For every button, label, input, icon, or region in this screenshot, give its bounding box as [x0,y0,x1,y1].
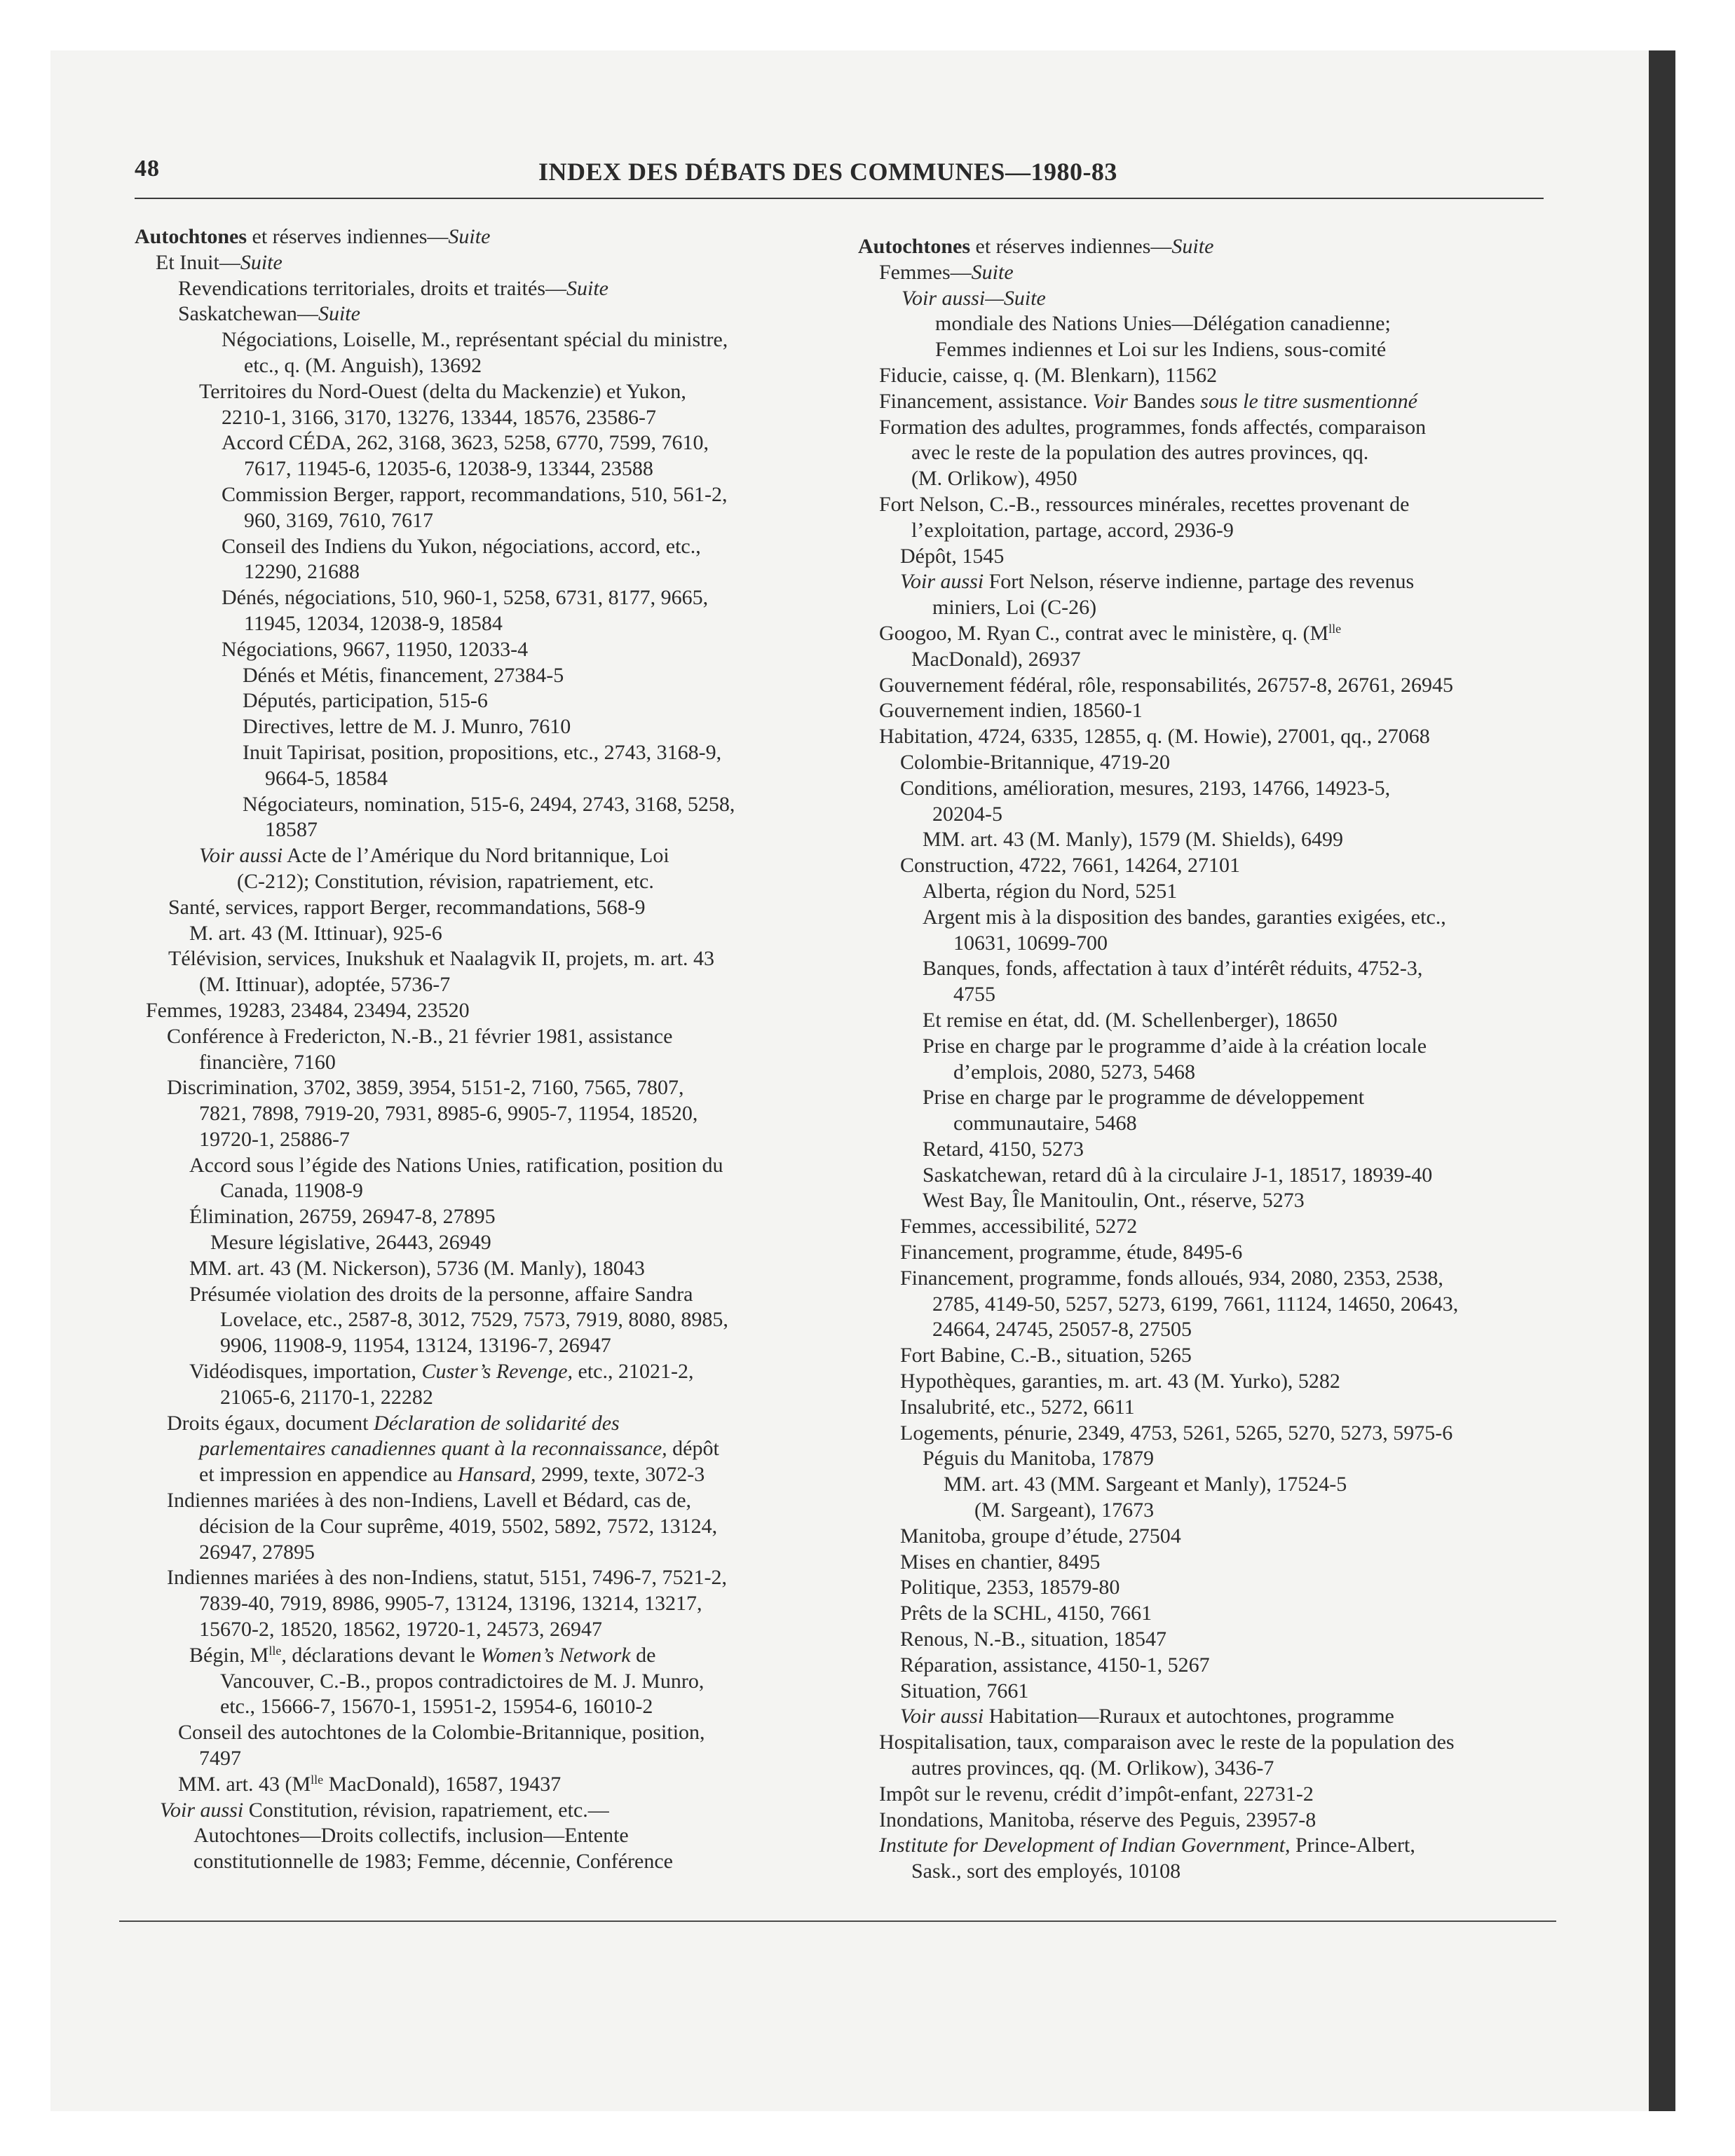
entry-text: Femmes, 19283, 23484, 23494, 23520 [146,998,470,1022]
index-entry [858,1446,1559,1472]
entry-text: Femmes indiennes et Loi sur les Indiens, sous-comité [935,338,1387,362]
index-entry [858,1679,1559,1705]
index-entry [858,466,1559,492]
index-entry [858,1730,1559,1756]
entry-text: Fort Babine, C.-B., situation, 5265 [900,1344,1192,1367]
entry-text: Situation, 7661 [900,1679,1029,1703]
index-entry [135,1101,836,1127]
index-entry [858,595,1559,621]
entry-text: Gouvernement fédéral, rôle, responsabilités, 26757-8, 26761, 26945 [879,673,1453,697]
entry-text: Péguis du Manitoba, 17879 [923,1447,1154,1471]
entry-text: Fort Nelson, C.-B., ressources minérales, recettes provenant de [879,492,1410,516]
entry-text: Prince-Albert, [1290,1834,1415,1857]
entry-text: Suite [448,225,491,248]
entry-text: Hansard, [458,1463,536,1487]
entry-text: Discrimination, 3702, 3859, 3954, 5151-2, 7160, 7565, 7807, [167,1076,684,1100]
index-entry [858,260,1559,286]
index-entry [858,492,1559,518]
entry-text: 2785, 4149-50, 5257, 5273, 6199, 7661, 11124, 14650, 20643, [932,1292,1459,1316]
entry-text: 7821, 7898, 7919-20, 7931, 8985-6, 9905-7, 11954, 18520, [199,1102,698,1126]
index-entry [135,1307,836,1333]
entry-text: Députés, participation, 515-6 [243,689,488,713]
index-entry [858,440,1559,466]
index-entry [135,972,836,998]
index-entry [858,311,1559,337]
entry-text: Financement, assistance. [879,389,1093,413]
index-entry [135,1359,836,1385]
entry-text: , déclarations devant le [281,1643,481,1667]
entry-text: Constitution, révision, rapatriement, etc.— [243,1798,609,1822]
entry-text: Suite [240,250,283,274]
index-entry [135,1462,836,1488]
index-entry [135,1798,836,1824]
index-entry [858,621,1559,647]
entry-text: Sask., sort des employés, 10108 [911,1860,1181,1883]
scan-edge-shadow [1649,50,1675,2111]
entry-text: autres provinces, qq. (M. Orlikow), 3436-7 [911,1756,1274,1780]
entry-text: (M. Ittinuar), adoptée, 5736-7 [199,973,451,997]
index-entry [858,1085,1559,1111]
index-entry [135,895,836,921]
index-entry [135,1436,836,1462]
entry-text: et réserves indiennes— [247,225,449,248]
index-entry [135,1153,836,1179]
index-entry [858,1704,1559,1730]
index-entry [858,1008,1559,1034]
entry-text: 7839-40, 7919, 8986, 9905-7, 13124, 13196, 13214, 13217, [199,1592,702,1616]
index-entry [135,1024,836,1050]
entry-text: Prise en charge par le programme d’aide à la création locale [923,1034,1427,1058]
entry-text: constitutionnelle de 1983; Femme, décennie, Conférence [193,1850,673,1874]
index-entry [858,363,1559,389]
index-entry [858,1137,1559,1163]
entry-text: Financement, programme, étude, 8495-6 [900,1241,1243,1264]
entry-text: Logements, pénurie, 2349, 4753, 5261, 5265, 5270, 5273, 5975-6 [900,1421,1453,1445]
index-entry [135,843,836,869]
entry-text: Territoires du Nord-Ouest (delta du Mackenzie) et Yukon, [199,379,686,403]
index-entry [135,663,836,689]
index-entry [135,817,836,843]
index-entry [135,1050,836,1076]
entry-text: 15670-2, 18520, 18562, 19720-1, 24573, 26947 [199,1618,602,1642]
entry-text: 10631, 10699-700 [953,931,1108,955]
entry-text: Suite [318,302,360,326]
entry-text: Fiducie, caisse, q. (M. Blenkarn), 11562 [879,363,1218,387]
entry-text: Mises en chantier, 8495 [900,1550,1101,1574]
index-entry [135,611,836,637]
entry-text: Retard, 4150, 5273 [923,1137,1084,1161]
entry-text: 18587 [265,818,318,842]
index-entry [858,1550,1559,1576]
index-entry [858,1214,1559,1240]
entry-text: Suite [971,260,1014,284]
entry-text: Autochtones—Droits collectifs, inclusion—Entente [193,1824,629,1848]
entry-text: Prêts de la SCHL, 4150, 7661 [900,1602,1152,1625]
entry-text: Négociations, Loiselle, M., représentant spécial du ministre, [222,328,728,352]
entry-text: lle [311,1772,324,1787]
entry-text: Inuit Tapirisat, position, propositions, etc., 2743, 3168-9, [243,740,722,764]
entry-text: Dénés, négociations, 510, 960-1, 5258, 6731, 8177, 9665, [222,586,709,610]
entry-text: Élimination, 26759, 26947-8, 27895 [189,1205,496,1229]
index-entry [135,637,836,663]
entry-text: Alberta, région du Nord, 5251 [923,879,1178,903]
entry-text: Voir aussi [199,844,283,868]
entry-text: Formation des adultes, programmes, fonds affectés, comparaison [879,415,1427,439]
entry-text: Insalubrité, etc., 5272, 6611 [900,1395,1135,1419]
entry-text: Saskatchewan— [178,302,318,326]
entry-text: Et remise en état, dd. (M. Schellenberger), 18650 [923,1008,1338,1032]
index-entry [858,1292,1559,1318]
index-entry [858,1369,1559,1395]
index-entry [135,946,836,972]
entry-text: Femmes, accessibilité, 5272 [900,1215,1138,1239]
entry-text: Voir aussi [160,1798,244,1822]
index-entry [135,1127,836,1153]
index-entry [135,1643,836,1669]
index-entry [135,534,836,560]
entry-text: dépôt [667,1437,719,1461]
index-entry [135,1333,836,1359]
entry-text: 9664-5, 18584 [265,766,388,790]
entry-text: Vidéodisques, importation, [189,1360,422,1384]
entry-text: Argent mis à la disposition des bandes, garanties exigées, etc., [923,905,1446,929]
entry-text: Colombie-Britannique, 4719-20 [900,750,1170,774]
header-rule [135,198,1544,199]
index-entry [135,508,836,534]
entry-text: Femmes— [879,260,972,284]
index-entry [135,1823,836,1849]
entry-text: M. art. 43 (M. Ittinuar), 925-6 [189,921,442,945]
index-entry [858,750,1559,776]
index-entry [135,998,836,1024]
entry-text: Hospitalisation, taux, comparaison avec le reste de la population des [879,1731,1455,1754]
entry-text: Hypothèques, garanties, m. art. 43 (M. Yurko), 5282 [900,1370,1340,1393]
entry-text: Réparation, assistance, 4150-1, 5267 [900,1653,1210,1677]
entry-text: Droits égaux, document [167,1411,374,1435]
index-column-right [858,234,1559,1885]
index-entry [858,776,1559,802]
entry-text: Accord CÉDA, 262, 3168, 3623, 5258, 6770, 7599, 7610, [222,431,709,455]
index-entry [858,1859,1559,1885]
index-entry [135,482,836,508]
entry-text: mondiale des Nations Unies—Délégation canadienne; [935,312,1391,336]
entry-text: Suite [566,276,609,300]
index-entry [858,1163,1559,1189]
index-entry [135,921,836,947]
entry-text: Women’s Network [480,1643,631,1667]
entry-text: Habitation, 4724, 6335, 12855, q. (M. Howie), 27001, qq., 27068 [879,725,1430,749]
index-entry [135,379,836,405]
entry-text: etc., q. (M. Anguish), 13692 [244,353,482,377]
index-entry [135,1514,836,1540]
entry-text: Revendications territoriales, droits et traités— [178,276,567,300]
entry-text: Voir [1092,389,1128,413]
index-entry [135,1488,836,1514]
entry-text: Conférence à Fredericton, N.-B., 21 février 1981, assistance [167,1024,673,1048]
entry-text: Lovelace, etc., 2587-8, 3012, 7529, 7573, 7919, 8080, 8985, [220,1308,728,1332]
entry-text: Renous, N.-B., situation, 18547 [900,1628,1166,1651]
entry-text: (M. Orlikow), 4950 [911,467,1077,491]
entry-text: lle [1328,621,1342,636]
entry-text: l’exploitation, partage, accord, 2936-9 [911,518,1234,542]
index-entry [858,1266,1559,1292]
index-entry [135,1178,836,1204]
entry-text: Institute for Development of Indian Government, [879,1834,1291,1857]
entry-text: Autochtones [135,225,247,248]
entry-text: 24664, 24745, 25057-8, 27505 [932,1318,1192,1342]
entry-text: Et Inuit— [156,250,240,274]
index-entry [135,405,836,431]
entry-text: Présumée violation des droits de la personne, affaire Sandra [189,1282,693,1306]
entry-text: Conseil des autochtones de la Colombie-Britannique, position, [178,1721,705,1745]
index-entry [135,1282,836,1308]
entry-text: Voir aussi—Suite [901,286,1046,310]
index-entry [858,1498,1559,1524]
index-entry [135,224,836,250]
entry-text: Négociateurs, nomination, 515-6, 2494, 2743, 3168, 5258, [243,792,735,816]
footer-rule [119,1920,1556,1922]
entry-text: Fort Nelson, réserve indienne, partage des revenus [984,570,1415,594]
index-entry [858,982,1559,1008]
index-entry [858,337,1559,363]
index-column-left [135,224,836,1875]
entry-text: avec le reste de la population des autres provinces, qq. [911,441,1369,465]
page-number: 48 [135,156,160,182]
index-entry [135,740,836,766]
entry-text: etc., 15666-7, 15670-1, 15951-2, 15954-6, 16010-2 [220,1695,653,1719]
entry-text: MM. art. 43 (MM. Sargeant et Manly), 17524-5 [944,1473,1347,1496]
entry-text: 12290, 21688 [244,560,360,584]
index-entry [858,853,1559,879]
index-entry [858,1343,1559,1369]
entry-text: Gouvernement indien, 18560-1 [879,699,1143,723]
entry-text: et impression en appendice au [199,1463,458,1487]
entry-text: financière, 7160 [199,1050,336,1074]
index-entry [858,286,1559,312]
index-entry [858,724,1559,750]
index-entry [135,353,836,379]
entry-text: 20204-5 [932,802,1002,826]
entry-text: Santé, services, rapport Berger, recommandations, 568-9 [168,895,646,919]
index-entry [858,802,1559,828]
index-entry [135,1617,836,1643]
entry-text: West Bay, Île Manitoulin, Ont., réserve, 5273 [923,1189,1305,1213]
index-entry [135,1694,836,1720]
entry-text: (C-212); Constitution, révision, rapatriement, etc. [237,869,654,893]
index-entry [858,389,1559,415]
entry-text: Habitation—Ruraux et autochtones, programme [984,1705,1394,1728]
index-entry [858,673,1559,699]
index-entry [858,1601,1559,1627]
entry-text: parlementaires canadiennes quant à la reconnaissance, [199,1437,667,1461]
entry-text: MM. art. 43 (M. Nickerson), 5736 (M. Manly), 18043 [189,1256,645,1280]
entry-text: Mesure législative, 26443, 26949 [210,1231,491,1255]
index-entry [858,1472,1559,1498]
index-entry [858,879,1559,905]
index-entry [135,301,836,327]
entry-text: Manitoba, groupe d’étude, 27504 [900,1524,1181,1548]
entry-text: Canada, 11908-9 [220,1179,363,1203]
index-entry [135,1669,836,1695]
entry-text: 9906, 11908-9, 11954, 13124, 13196-7, 26947 [220,1334,611,1358]
index-entry [135,1746,836,1772]
entry-text: Saskatchewan, retard dû à la circulaire J-1, 18517, 18939-40 [923,1163,1433,1187]
entry-text: d’emplois, 2080, 5273, 5468 [953,1060,1195,1084]
entry-text: Inondations, Manitoba, réserve des Peguis, 23957-8 [879,1808,1316,1831]
entry-text: 19720-1, 25886-7 [199,1127,350,1151]
entry-text: 7497 [199,1747,241,1770]
entry-text: 2210-1, 3166, 3170, 13276, 13344, 18576, 23586-7 [222,405,656,429]
entry-text: Commission Berger, rapport, recommandations, 510, 561-2, [222,482,728,506]
entry-text: Dépôt, 1545 [900,544,1005,568]
entry-text: Voir aussi [900,570,984,594]
entry-text: Construction, 4722, 7661, 14264, 27101 [900,854,1240,878]
entry-text: Bandes [1127,389,1201,413]
index-entry [858,518,1559,544]
index-entry [858,1627,1559,1653]
entry-text: sous le titre susmentionné [1200,389,1417,413]
entry-text: Autochtones [858,235,971,258]
index-entry [858,544,1559,570]
entry-text: Indiennes mariées à des non-Indiens, statut, 5151, 7496-7, 7521-2, [167,1566,727,1590]
entry-text: 21065-6, 21170-1, 22282 [220,1385,433,1409]
entry-text: Directives, lettre de M. J. Munro, 7610 [243,715,571,739]
entry-text: miniers, Loi (C-26) [932,596,1097,620]
index-entry [858,956,1559,982]
index-entry [858,1317,1559,1343]
index-entry [858,234,1559,260]
index-entry [858,647,1559,673]
index-entry [135,792,836,818]
entry-text: Impôt sur le revenu, crédit d’impôt-enfant, 22731-2 [879,1782,1314,1806]
entry-text: MM. art. 43 (M. Manly), 1579 (M. Shields), 6499 [923,828,1343,852]
entry-text: etc., 21021-2, [573,1360,694,1384]
index-entry [135,1591,836,1617]
index-entry [858,1524,1559,1550]
entry-text: Banques, fonds, affectation à taux d’intérêt réduits, 4752-3, [923,957,1423,981]
index-entry [858,1060,1559,1086]
index-entry [858,1833,1559,1859]
entry-text: Conseil des Indiens du Yukon, négociations, accord, etc., [222,534,701,558]
entry-text: 2999, texte, 3072-3 [536,1463,705,1487]
index-entry [135,1411,836,1437]
entry-text: Custer’s Revenge, [421,1360,573,1384]
entry-text: Bégin, M [189,1643,269,1667]
entry-text: Télévision, services, Inukshuk et Naalagvik II, projets, m. art. 43 [168,947,714,971]
index-entry [135,250,836,276]
index-entry [135,1565,836,1591]
index-entry [135,766,836,792]
entry-text: Politique, 2353, 18579-80 [900,1576,1120,1599]
index-entry [135,327,836,353]
entry-text: Déclaration de solidarité des [373,1411,620,1435]
index-entry [135,1540,836,1566]
index-entry [858,931,1559,957]
index-entry [135,1720,836,1746]
index-entry [135,714,836,740]
entry-text: de [630,1643,656,1667]
index-entry [858,905,1559,931]
index-entry [135,559,836,585]
entry-text: MM. art. 43 (M [178,1772,311,1796]
entry-text: Suite [1171,235,1214,258]
index-entry [858,1782,1559,1808]
index-entry [858,1240,1559,1266]
running-head: INDEX DES DÉBATS DES COMMUNES—1980-83 [538,158,1117,186]
index-entry [858,1188,1559,1214]
entry-text: Prise en charge par le programme de développement [923,1086,1365,1110]
entry-text: Conditions, amélioration, mesures, 2193, 14766, 14923-5, [900,776,1391,800]
index-entry [135,585,836,611]
entry-text: Googoo, M. Ryan C., contrat avec le ministère, q. (M [879,621,1329,645]
entry-text: et réserves indiennes— [970,235,1172,258]
entry-text: Acte de l’Amérique du Nord britannique, Loi [283,844,669,868]
index-entry [135,688,836,714]
entry-text: 26947, 27895 [199,1540,315,1564]
entry-text: décision de la Cour suprême, 4019, 5502, 5892, 7572, 13124, [199,1514,718,1538]
entry-text: Accord sous l’égide des Nations Unies, ratification, position du [189,1153,723,1177]
entry-text: Voir aussi [900,1705,984,1728]
index-entry [135,1385,836,1411]
index-entry [135,276,836,302]
entry-text: Négociations, 9667, 11950, 12033-4 [222,637,529,661]
entry-text: MacDonald), 16587, 19437 [323,1772,562,1796]
index-entry [135,869,836,895]
index-entry [858,1395,1559,1421]
index-entry [135,1075,836,1101]
index-entry [858,415,1559,441]
index-entry [135,1256,836,1282]
index-entry [858,569,1559,595]
entry-text: MacDonald), 26937 [911,647,1081,671]
index-entry [135,430,836,456]
index-entry [858,1653,1559,1679]
index-entry [135,1772,836,1798]
index-entry [858,1756,1559,1782]
index-entry [858,1034,1559,1060]
entry-text: 960, 3169, 7610, 7617 [244,508,433,532]
index-entry [858,1421,1559,1447]
index-entry [135,456,836,482]
entry-text: 11945, 12034, 12038-9, 18584 [244,611,503,635]
index-entry [135,1204,836,1230]
index-entry [858,1111,1559,1137]
entry-text: (M. Sargeant), 17673 [974,1499,1155,1522]
index-entry [135,1849,836,1875]
entry-text: 7617, 11945-6, 12035-6, 12038-9, 13344, 23588 [244,457,653,481]
entry-text: communautaire, 5468 [953,1112,1137,1135]
index-entry [858,698,1559,724]
entry-text: lle [268,1643,282,1658]
entry-text: Vancouver, C.-B., propos contradictoires de M. J. Munro, [220,1669,705,1693]
index-entry [858,1808,1559,1834]
index-entry [858,1575,1559,1601]
entry-text: Dénés et Métis, financement, 27384-5 [243,663,564,687]
entry-text: Financement, programme, fonds alloués, 934, 2080, 2353, 2538, [900,1266,1443,1290]
index-entry [858,827,1559,853]
entry-text: 4755 [953,983,995,1007]
entry-text: Indiennes mariées à des non-Indiens, Lavell et Bédard, cas de, [167,1489,692,1513]
index-entry [135,1230,836,1256]
